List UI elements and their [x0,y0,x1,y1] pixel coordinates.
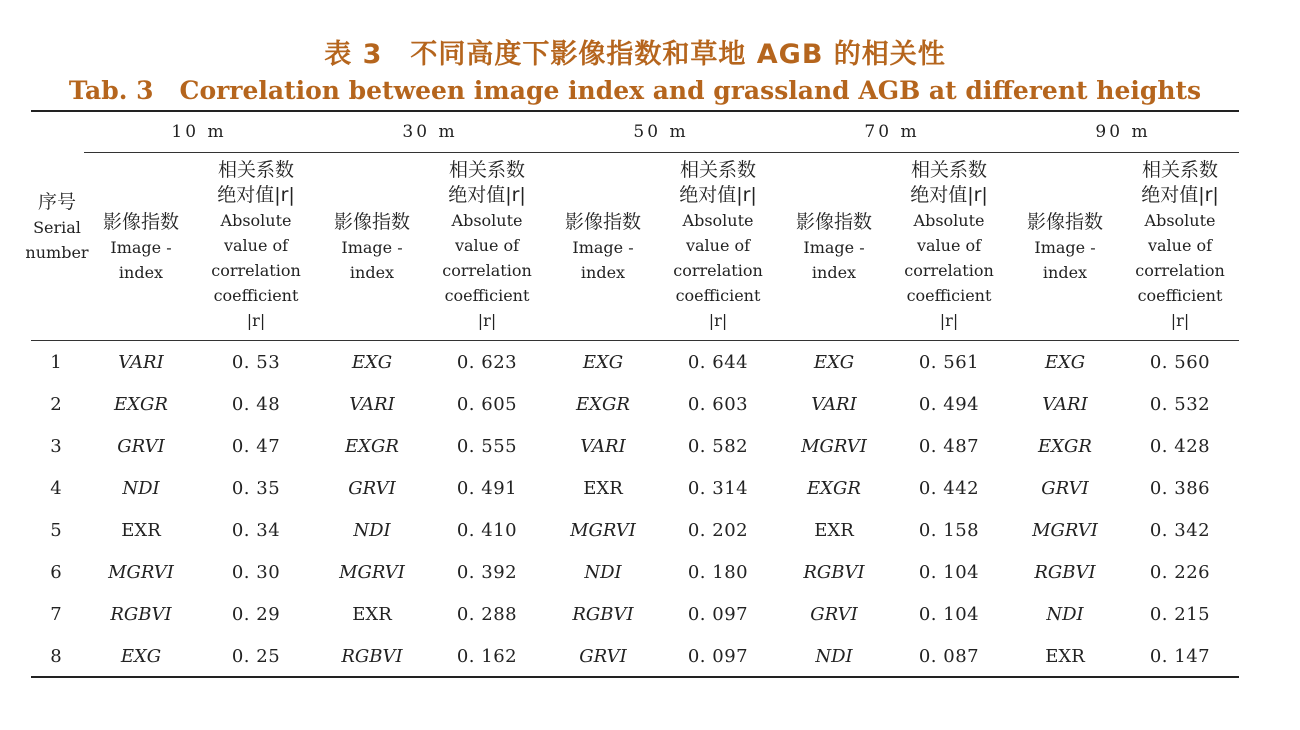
serial-cell: 6 [50,562,62,583]
abs-header-en-1: Absolute [913,211,985,230]
image-index-cell: RGBVI [341,646,403,667]
image-index-cell: EXG [582,352,624,373]
image-index-cell: VARI [1042,394,1088,415]
serial-header-cn: 序号 [37,191,76,213]
abs-header-cn-2: 绝对值|r| [679,184,757,206]
abs-header-en-2: value of [916,236,982,255]
abs-header-en-1: Absolute [220,211,292,230]
image-index-cell: RGBVI [1034,562,1096,583]
abs-header-en-5: |r| [246,311,266,330]
correlation-value-cell: 0. 560 [1149,352,1211,373]
image-index-cell: VARI [580,436,626,457]
abs-header-en-4: coefficient [1137,286,1223,305]
image-index-cell: MGRVI [108,562,174,583]
image-index-cell: EXG [1044,352,1086,373]
correlation-value-cell: 0. 097 [687,604,749,625]
height-label-90m: 90 m [1095,122,1151,142]
table-caption-text: Correlation between image index and grassland AGB at different heights [179,76,1202,105]
correlation-value-cell: 0. 47 [231,436,281,457]
height-label-70m: 70 m [864,122,920,142]
image-index-cell: VARI [811,394,857,415]
serial-cell: 7 [50,604,62,625]
image-index-cell: EXR [1045,646,1085,667]
correlation-value-cell: 0. 35 [231,478,281,499]
correlation-value-cell: 0. 561 [918,352,980,373]
table-row [0,552,1300,594]
image-index-cell: RGBVI [572,604,634,625]
table-row [0,342,1300,384]
image-index-cell: EXGR [807,478,861,499]
abs-correlation-header [889,158,1009,333]
image-index-header-cn: 影像指数 [795,211,872,233]
image-index-header-en-1: Image - [110,238,172,257]
image-index-cell: GRVI [579,646,627,667]
image-index-cell: EXG [813,352,855,373]
abs-header-en-1: Absolute [682,211,754,230]
table-row [0,384,1300,426]
abs-header-en-3: correlation [211,261,301,280]
correlation-value-cell: 0. 603 [687,394,749,415]
abs-header-en-3: correlation [904,261,994,280]
image-index-cell: NDI [122,478,160,499]
image-index-cell: EXR [352,604,392,625]
correlation-value-cell: 0. 410 [456,520,518,541]
correlation-value-cell: 0. 158 [918,520,980,541]
image-index-header [322,210,422,285]
abs-header-en-1: Absolute [451,211,523,230]
serial-header-en-1: Serial [33,218,81,237]
image-index-header [784,210,884,285]
correlation-value-cell: 0. 428 [1149,436,1211,457]
image-index-header-cn: 影像指数 [564,211,641,233]
height-label-10m: 10 m [171,122,227,142]
image-index-cell: GRVI [1041,478,1089,499]
correlation-value-cell: 0. 53 [231,352,281,373]
image-index-cell: EXR [583,478,623,499]
abs-header-cn-2: 绝对值|r| [910,184,988,206]
correlation-value-cell: 0. 087 [918,646,980,667]
abs-header-en-3: correlation [673,261,763,280]
image-index-cell: EXGR [345,436,399,457]
correlation-value-cell: 0. 180 [687,562,749,583]
correlation-value-cell: 0. 487 [918,436,980,457]
correlation-value-cell: 0. 162 [456,646,518,667]
image-index-cell: EXR [121,520,161,541]
correlation-value-cell: 0. 25 [231,646,281,667]
image-index-header [1015,210,1115,285]
serial-cell: 4 [50,478,62,499]
image-index-header-en-2: index [811,263,857,282]
image-index-header-en-2: index [118,263,164,282]
abs-header-en-5: |r| [939,311,959,330]
image-index-header-en-2: index [349,263,395,282]
image-index-cell: NDI [1046,604,1084,625]
correlation-value-cell: 0. 215 [1149,604,1211,625]
abs-header-en-3: correlation [442,261,532,280]
correlation-value-cell: 0. 342 [1149,520,1211,541]
correlation-value-cell: 0. 48 [231,394,281,415]
correlation-value-cell: 0. 30 [231,562,281,583]
image-index-cell: VARI [118,352,164,373]
abs-header-en-2: value of [685,236,751,255]
abs-header-cn-1: 相关系数 [217,159,294,181]
image-index-header-cn: 影像指数 [333,211,410,233]
image-index-cell: MGRVI [1032,520,1098,541]
table-caption-label: Tab. 3 [68,76,154,105]
correlation-value-cell: 0. 386 [1149,478,1211,499]
abs-correlation-header [196,158,316,333]
correlation-value-cell: 0. 392 [456,562,518,583]
correlation-value-cell: 0. 605 [456,394,518,415]
image-index-header-en-2: index [580,263,626,282]
abs-correlation-header [1120,158,1240,333]
table-title-english [0,76,1270,105]
table-title-chinese: 表 3 不同高度下影像指数和草地 AGB 的相关性 [324,39,946,70]
abs-header-cn-2: 绝对值|r| [217,184,295,206]
image-index-header-cn: 影像指数 [102,211,179,233]
top-rule [31,110,1239,112]
image-index-cell: EXG [120,646,162,667]
table-row [0,636,1300,678]
table-row [0,510,1300,552]
abs-header-cn-1: 相关系数 [910,159,987,181]
image-index-header-en-1: Image - [341,238,403,257]
abs-header-cn-2: 绝对值|r| [1141,184,1219,206]
image-index-cell: VARI [349,394,395,415]
image-index-header-cn: 影像指数 [1026,211,1103,233]
image-index-cell: EXGR [114,394,168,415]
abs-header-en-5: |r| [708,311,728,330]
image-index-cell: MGRVI [339,562,405,583]
correlation-value-cell: 0. 644 [687,352,749,373]
abs-header-en-1: Absolute [1144,211,1216,230]
image-index-cell: RGBVI [803,562,865,583]
serial-cell: 3 [50,436,62,457]
image-index-cell: RGBVI [110,604,172,625]
image-index-header-en-2: index [1042,263,1088,282]
height-label-50m: 50 m [633,122,689,142]
correlation-value-cell: 0. 34 [231,520,281,541]
serial-number-header [24,190,90,265]
image-index-cell: EXGR [576,394,630,415]
image-index-header-en-1: Image - [1034,238,1096,257]
abs-correlation-header [658,158,778,333]
correlation-value-cell: 0. 314 [687,478,749,499]
correlation-value-cell: 0. 097 [687,646,749,667]
abs-header-en-5: |r| [1170,311,1190,330]
height-divider-rule [84,152,1239,153]
abs-header-cn-1: 相关系数 [1141,159,1218,181]
image-index-cell: GRVI [117,436,165,457]
correlation-value-cell: 0. 147 [1149,646,1211,667]
image-index-cell: MGRVI [801,436,867,457]
image-index-cell: GRVI [810,604,858,625]
abs-header-en-2: value of [223,236,289,255]
serial-cell: 1 [50,352,62,373]
abs-header-cn-1: 相关系数 [679,159,756,181]
header-bottom-rule [31,340,1239,341]
abs-header-en-2: value of [454,236,520,255]
abs-header-cn-1: 相关系数 [448,159,525,181]
image-index-cell: EXG [351,352,393,373]
abs-header-en-3: correlation [1135,261,1225,280]
serial-cell: 8 [50,646,62,667]
correlation-value-cell: 0. 555 [456,436,518,457]
image-index-cell: MGRVI [570,520,636,541]
image-index-cell: EXR [814,520,854,541]
image-index-cell: GRVI [348,478,396,499]
correlation-value-cell: 0. 623 [456,352,518,373]
image-index-cell: NDI [353,520,391,541]
correlation-value-cell: 0. 494 [918,394,980,415]
correlation-value-cell: 0. 582 [687,436,749,457]
correlation-value-cell: 0. 532 [1149,394,1211,415]
correlation-value-cell: 0. 442 [918,478,980,499]
correlation-value-cell: 0. 288 [456,604,518,625]
correlation-value-cell: 0. 202 [687,520,749,541]
abs-header-cn-2: 绝对值|r| [448,184,526,206]
image-index-cell: NDI [584,562,622,583]
abs-header-en-4: coefficient [675,286,761,305]
image-index-header [553,210,653,285]
abs-header-en-4: coefficient [213,286,299,305]
table-row [0,468,1300,510]
correlation-value-cell: 0. 104 [918,562,980,583]
abs-header-en-4: coefficient [444,286,530,305]
correlation-value-cell: 0. 29 [231,604,281,625]
abs-header-en-5: |r| [477,311,497,330]
correlation-value-cell: 0. 104 [918,604,980,625]
height-header-row [0,122,1300,146]
table-row [0,594,1300,636]
correlation-value-cell: 0. 226 [1149,562,1211,583]
serial-cell: 5 [50,520,62,541]
serial-header-en-2: number [25,243,89,262]
image-index-cell: NDI [815,646,853,667]
abs-header-en-4: coefficient [906,286,992,305]
height-label-30m: 30 m [402,122,458,142]
image-index-header-en-1: Image - [572,238,634,257]
image-index-cell: EXGR [1038,436,1092,457]
table-row [0,426,1300,468]
bottom-rule [31,676,1239,678]
correlation-value-cell: 0. 491 [456,478,518,499]
abs-header-en-2: value of [1147,236,1213,255]
image-index-header-en-1: Image - [803,238,865,257]
image-index-header [91,210,191,285]
abs-correlation-header [427,158,547,333]
serial-cell: 2 [50,394,62,415]
